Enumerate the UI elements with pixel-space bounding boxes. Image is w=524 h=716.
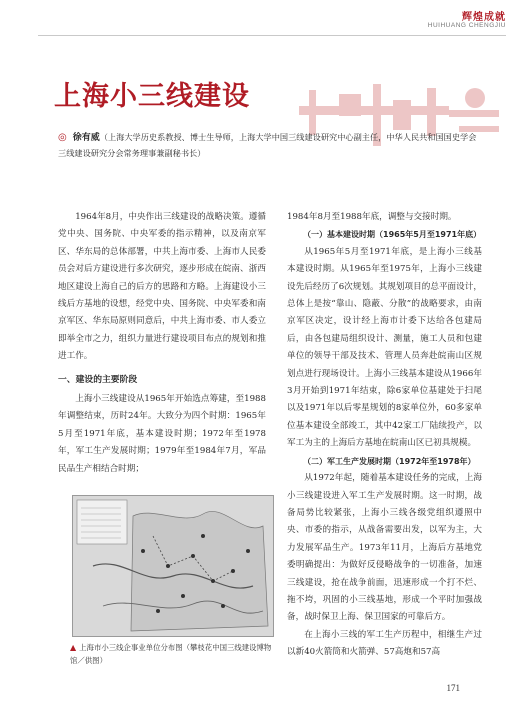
caption-text: 上海市小三线企事业单位分布图（攀枝花中国三线建设博物馆／供图） [70, 643, 272, 665]
map-caption [70, 641, 278, 667]
map-illustration [73, 496, 273, 636]
caption-triangle-icon: ▲ [70, 643, 77, 652]
author-name: 徐有威 [72, 133, 100, 143]
left-column [58, 209, 266, 478]
author-symbol: ◎ [58, 132, 67, 143]
map-image [72, 495, 274, 637]
section-label-en: HUIHUANG CHENGJIU [427, 22, 506, 29]
intro-paragraph: 1964年8月，中央作出三线建设的战略决策。遵循党中央、国务院、中央军委的指示精神，以及南京军区、华东局的总体部署，中共上海市委、上海市人民委员会对后方建设进行多次研究，逐步形成在皖南、浙西地区建设上海自己的后方的思路和方略。上海建设小三线后方基地的设想，经党中央、国务院、中央军委和南京军区、华东局原则同意后，中共上海市委、市人委立即举全市之力，组织力量进行建设项目布点的规划和推进工作。 [58, 212, 266, 362]
subsection-heading: （一）基本建设时期（1965年5月至1971年底） [303, 230, 482, 240]
continued-paragraph: 1984年8月至1988年底，调整与交接时期。 [287, 212, 457, 222]
section-heading: 一、建设的主要阶段 [58, 374, 138, 385]
author-block [58, 130, 484, 161]
page-number: 171 [446, 683, 460, 693]
right-column [287, 209, 482, 662]
body-paragraph: 从1972年起，随着基本建设任务的完成，上海小三线建设进入军工生产发展时期。这一时期，战备局势比较紧张，上海小三线各级党组织遵照中央、市委的指示，从战备需要出发，以军为主，大力发展军品生产。1973年11月，上海后方基地党委明确提出：为做好反侵略战争的一切准备，加速三线建设，抢在战争前面，迅速形成一个打不烂、拖不垮，巩固的小三线基地，形成一个平时加强战备，战时保卫上海、保卫国家的可靠后方。 [287, 473, 482, 623]
article-title: 上海小三线建设 [54, 81, 250, 112]
body-paragraph: 在上海小三线的军工生产历程中，相继生产过以新40火箭筒和火箭弹、57高炮和57高 [287, 629, 482, 658]
section-label: 辉煌成就 [462, 12, 506, 23]
body-paragraph: 从1965年5月至1971年底，是上海小三线基本建设时期。从1965年至1975年，上海小三线建设先后经历了6次规划。其规划项目的总平面设计，总体上是按“靠山、隐蔽、分散”的战略要求，由南京军区决定，设计经上海市计委下达给各包建局后，由各包建局组织设计、测量，施工人员和包建单位的领导干部及技术、管理人员奔赴皖南山区规划点进行现场设计。上海小三线基本建设从1966年3月开始到1971年结束，除6家单位基建处于扫尾以及1971年以后零星规划的8家单位外，60多家单位基本建设全部竣工，其中42家工厂陆续投产，以军工为主的上海后方基地在皖南山区已初具规模。 [287, 246, 482, 449]
header-rule [38, 35, 506, 36]
author-bio: （上海大学历史系教授、博士生导师，上海大学中国三线建设研究中心副主任，中华人民共和国国史学会三线建设研究分会常务理事兼副秘书长） [58, 132, 477, 158]
subsection-heading: （二）军工生产发展时期（1972年至1978年） [303, 456, 476, 466]
body-paragraph: 上海小三线建设从1965年开始选点筹建，至1988年调整结束，历时24年。大致分为四个时期：1965年5月至1971年底，基本建设时期；1972年至1978年，军工生产发展时期；1979年至1984年7月，军品民品生产相结合时期； [58, 394, 266, 474]
